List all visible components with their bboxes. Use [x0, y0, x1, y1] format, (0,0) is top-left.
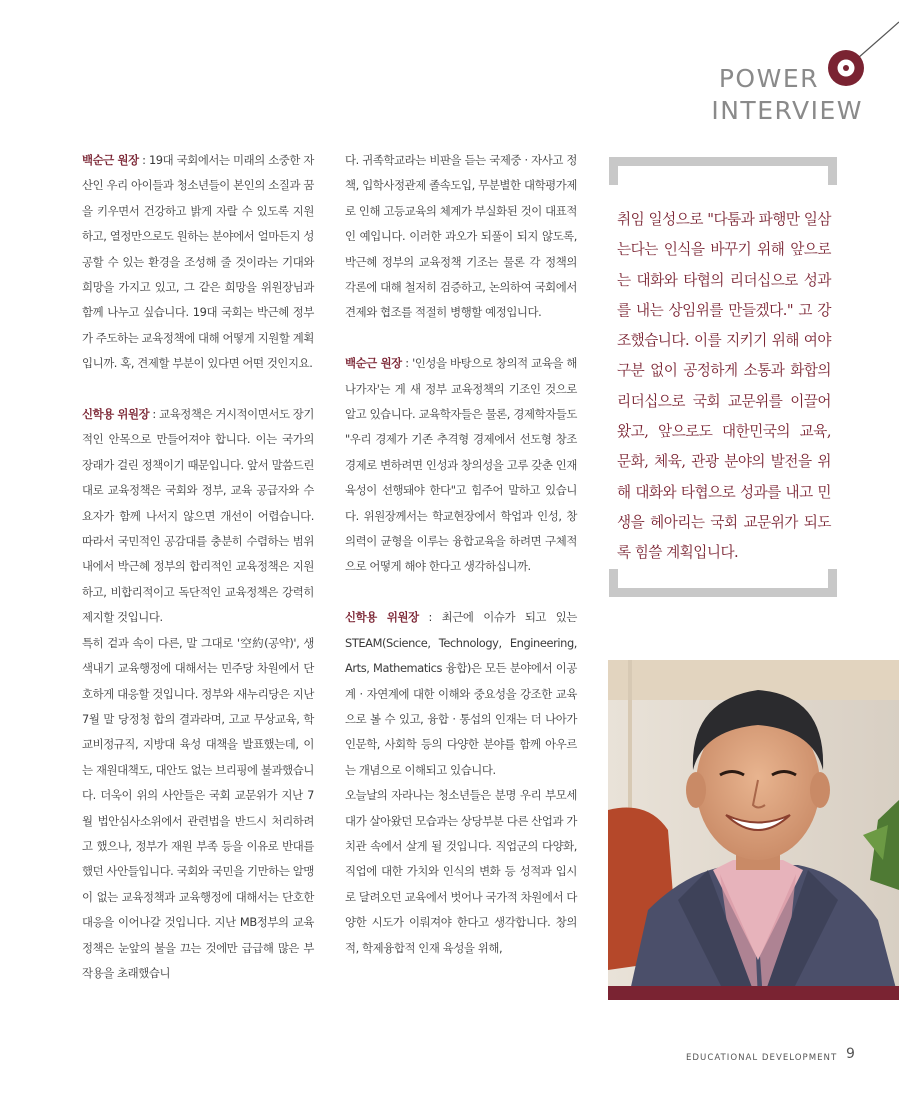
paragraph-text: 오늘날의 자라나는 청소년들은 분명 우리 부모세대가 살아왔던 모습과는 상당부분 다른 산업과 가치관 속에서 살게 될 것입니다. 직업군의 다양화, 직업에 대한 가치와 인식의 변화 등 성적과 입시로 달려오던 교육에서 벗어나 국가적 차원에서 다양한 시도가 이뤄져야 한다고 생각합니다. 창의적, 학제융합적 인재 육성을 위해,: [345, 788, 577, 955]
page-number: 9: [846, 1046, 855, 1062]
speaker-name: 백순근 원장: [345, 356, 402, 371]
paragraph: [345, 148, 577, 326]
header-interview: INTERVIEW: [711, 96, 863, 125]
quote-bracket-top: [609, 157, 837, 185]
article-column-1: [82, 148, 314, 986]
paragraph-text: : 최근에 이슈가 되고 있는 STEAM(Science, Technology, Engineering, Arts, Mathematics 융합)은 모든 분야에서 이공계 · 자연계에 대한 이해와 중요성을 강조한 교육으로 볼 수 있고, 융합 · 통섭의 인재는 더 나아가 인문학, 사회학 등의 다양한 분야를 함께 아우르는 개념으로 이해되고 있습니다.: [345, 610, 578, 777]
article-column-2: [345, 148, 577, 961]
paragraph: [82, 402, 314, 631]
paragraph: [345, 783, 577, 961]
target-circle-icon: [828, 50, 864, 86]
pull-quote: 취임 일성으로 "다툼과 파행만 일삼는다는 인식을 바꾸기 위해 앞으로는 대화와 타협의 리더십으로 성과를 내는 상임위를 만들겠다." 고 강조했습니다. 이를 지키기 위해 여야 구분 없이 공정하게 소통과 화합의 리더십으로 국회 교문위를 이끌어 왔고, 앞으로도 대한민국의 교육, 문화, 체육, 관광 분야의 발전을 위해 대화와 타협으로 성과를 내고 민생을 헤아리는 국회 교문위가 되도록 힘쓸 계획입니다.: [617, 211, 831, 562]
paragraph-text: : '인성을 바탕으로 창의적 교육을 해 나가자'는 게 새 정부 교육정책의 기조인 것으로 알고 있습니다. 교육학자들은 물론, 경제학자들도 "우리 경제가 기존 추격형 경제에서 선도형 창조경제로 변하려면 인성과 창의성을 고루 갖춘 인재 육성이 선행돼야 한다"고 힘주어 말하고 있습니다. 위원장께서는 학교현장에서 학업과 인성, 창의력이 균형을 이루는 융합교육을 하려면 구체적으로 어떻게 해야 한다고 생각하십니까.: [345, 356, 577, 574]
paragraph-text: : 교육정책은 거시적이면서도 장기적인 안목으로 만들어져야 합니다. 이는 국가의 장래가 걸린 정책이기 때문입니다. 앞서 말씀드린 대로 교육정책은 국회와 정부, 교육 공급자와 수요자가 함께 나서지 않으면 개선이 어렵습니다. 따라서 국민적인 공감대를 충분히 수렴하는 범위 내에서 박근혜 정부의 합리적인 교육정책은 지원하고, 비합리적이고 독단적인 교육정책은 강력히 제지할 것입니다.: [82, 407, 314, 625]
paragraph: [345, 351, 577, 580]
paragraph-text: 특히 겉과 속이 다른, 말 그대로 '空約(공약)', 생색내기 교육행정에 대해서는 민주당 차원에서 단호하게 대응할 것입니다. 정부와 새누리당은 지난 7월 말 당정청 합의 결과라며, 고교 무상교육, 학교비정규직, 지방대 육성 대책을 발표했는데, 이는 재원대책도, 대안도 없는 브리핑에 불과했습니다. 더욱이 위의 사안들은 국회 교문위가 지난 7월 법안심사소위에서 관련법을 반드시 처리하려고 했으나, 정부가 재원 부족 등을 이유로 반대를 했던 사안들입니다. 국회와 국민을 기만하는 알맹이 없는 교육정책과 교육행정에 대해서는 단호한 대응을 이어나갈 것입니다. 지난 MB정부의 교육정책은 눈앞의 불을 끄는 것에만 급급해 많은 부작용을 초래했습니: [82, 635, 314, 980]
header-power: POWER: [718, 64, 819, 93]
paragraph: [82, 631, 314, 987]
portrait-photo: [608, 660, 899, 1000]
paragraph: [82, 148, 314, 377]
paragraph: [345, 605, 577, 783]
speaker-name: 신학용 위원장: [82, 407, 150, 422]
footer-label: EDUCATIONAL DEVELOPMENT: [686, 1053, 838, 1063]
speaker-name: 신학용 위원장: [345, 610, 419, 625]
paragraph-text: : 19대 국회에서는 미래의 소중한 자산인 우리 아이들과 청소년들이 본인의 소질과 꿈을 키우면서 건강하고 밝게 자랄 수 있도록 지원하고, 열정만으로도 원하는 분야에서 얼마든지 성공할 수 있는 환경을 조성해 줄 것이라는 기대와 희망을 가지고 있고, 그 같은 희망을 위원장님과 함께 나누고 싶습니다. 19대 국회는 박근혜 정부가 주도하는 교육정책에 대해 어떻게 지원할 계획입니까. 혹, 견제할 부분이 있다면 어떤 것인지요.: [82, 153, 314, 371]
paragraph-text: 다. 귀족학교라는 비판을 듣는 국제중 · 자사고 정책, 입학사정관제 졸속도입, 무분별한 대학평가제로 인해 고등교육의 체계가 부실화된 것이 대표적인 예입니다. 이러한 과오가 되풀이 되지 않도록, 박근혜 정부의 교육정책 기조는 물론 각 정책의 각론에 대해 철저히 검증하고, 논의하여 국회에서 견제와 협조를 적절히 병행할 예정입니다.: [345, 153, 577, 320]
quote-bracket-bottom: [609, 569, 837, 597]
speaker-name: 백순근 원장: [82, 153, 139, 167]
